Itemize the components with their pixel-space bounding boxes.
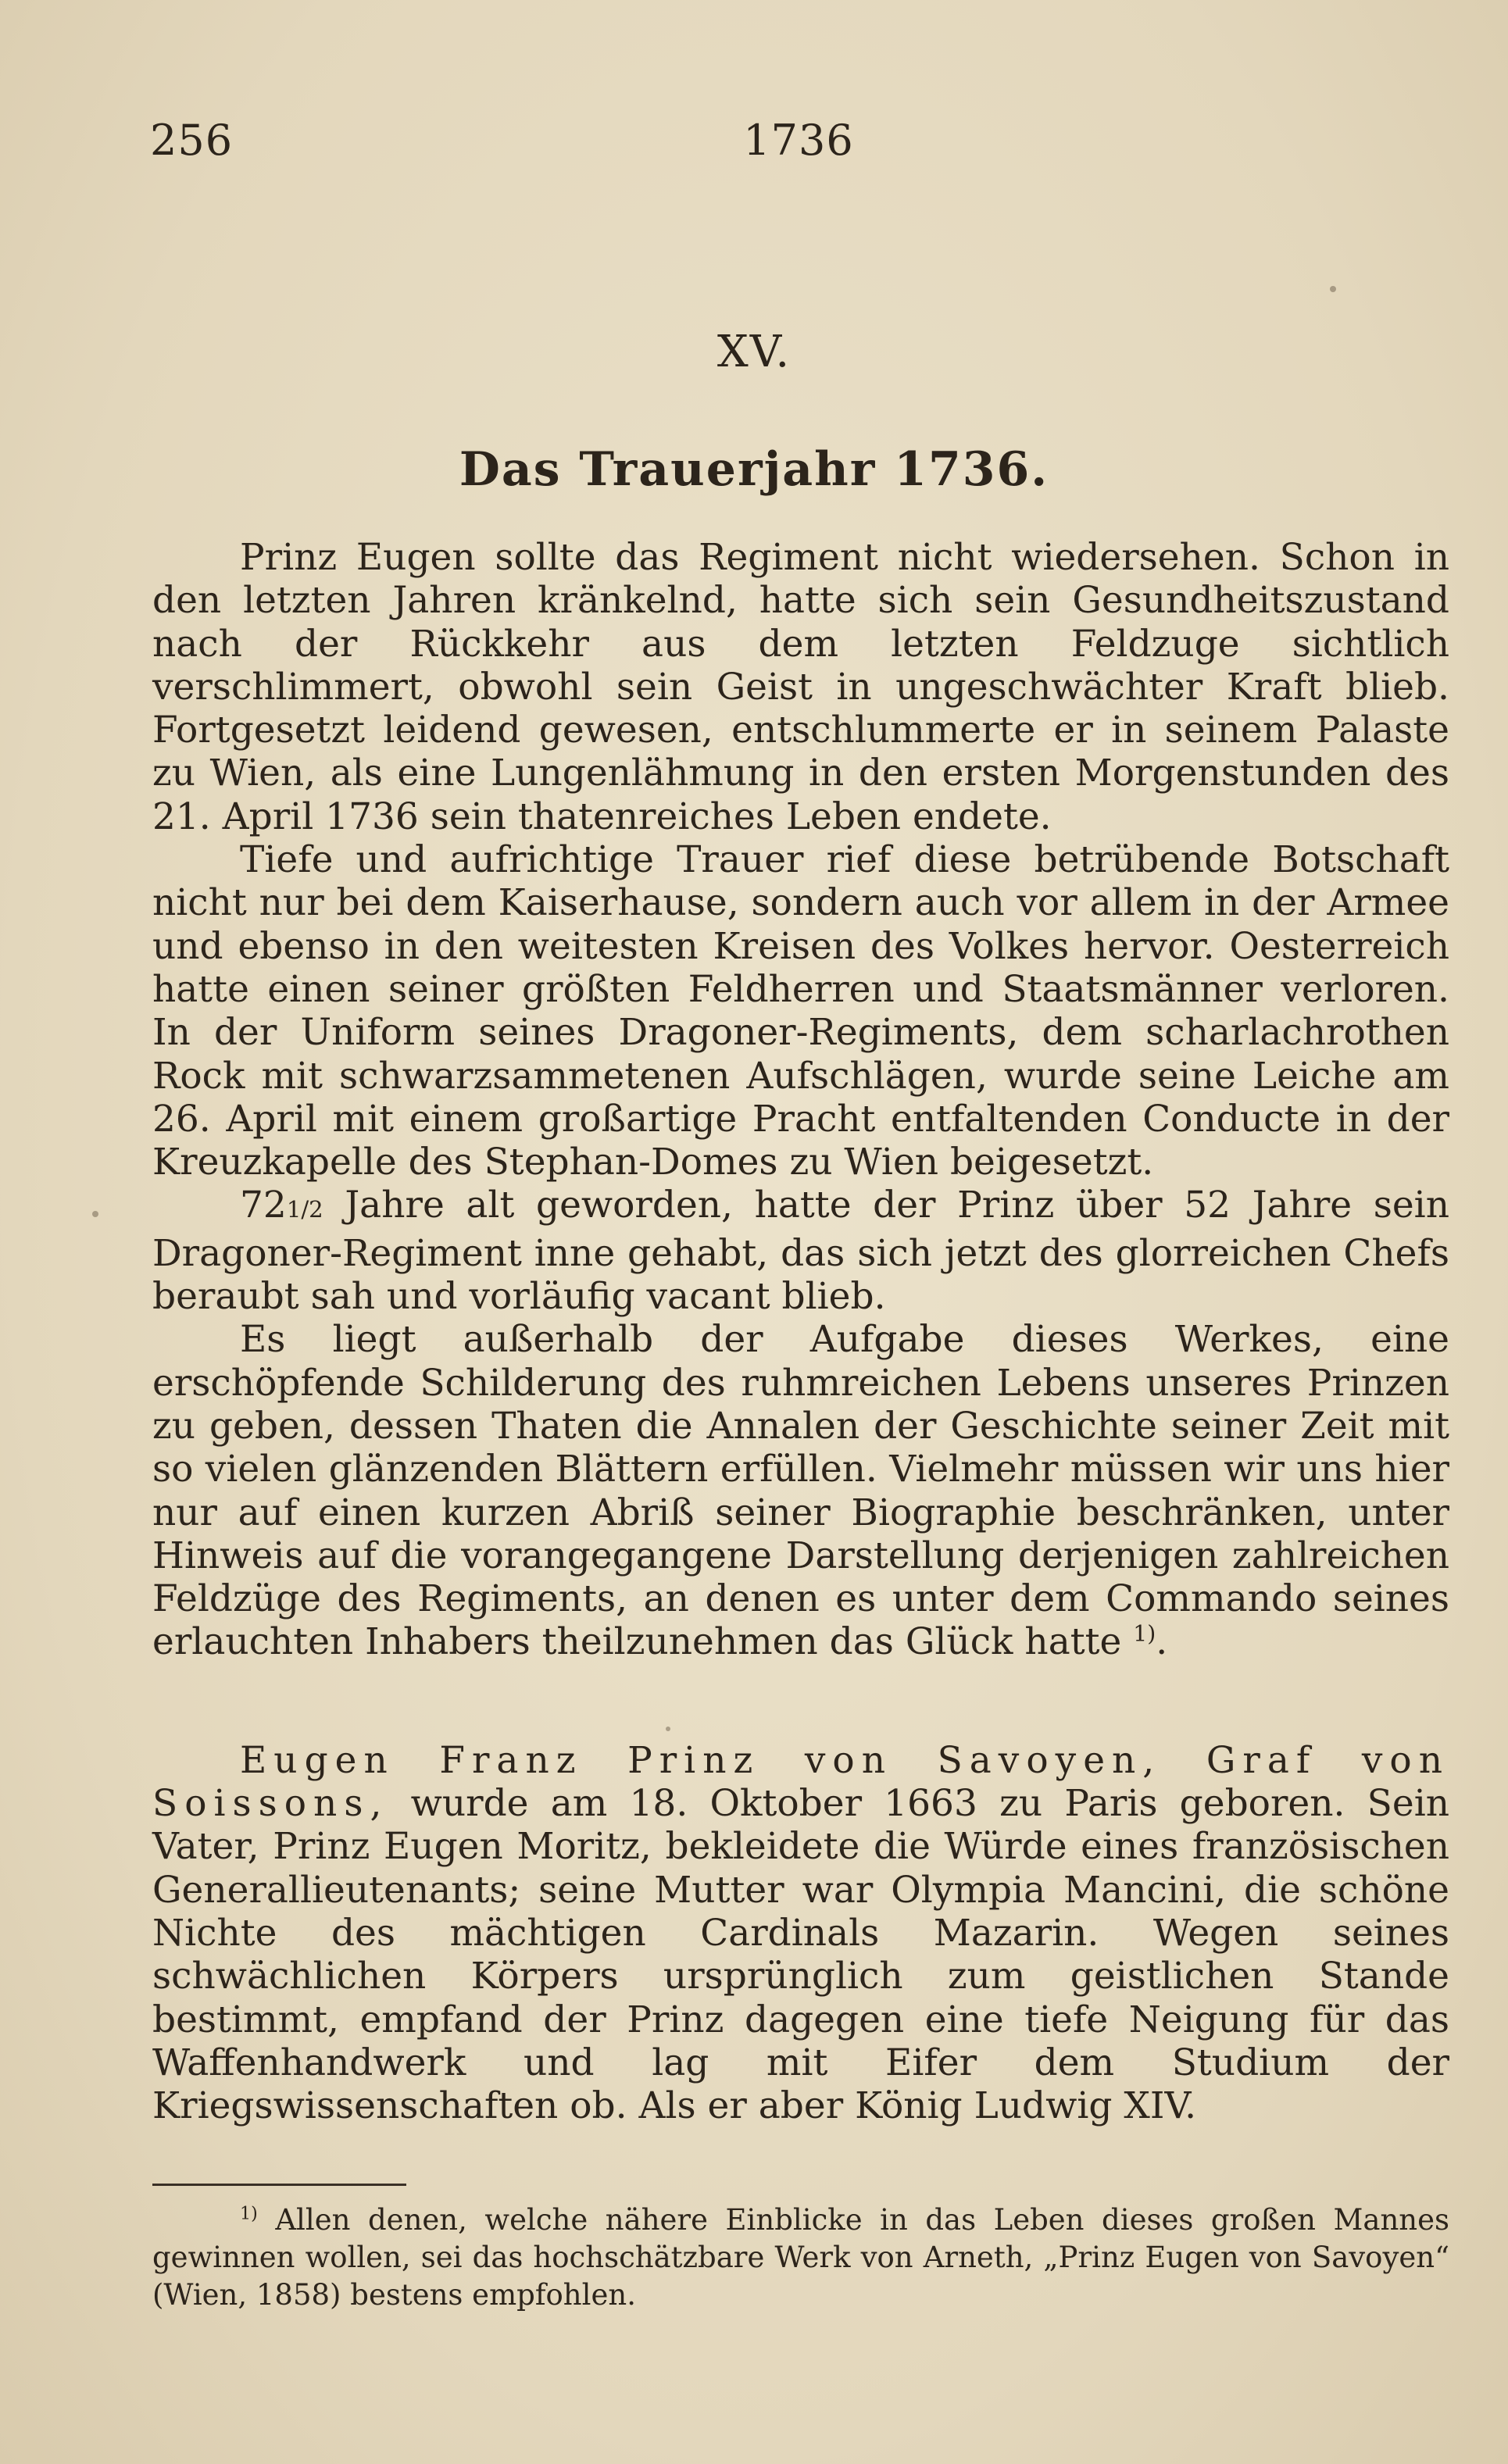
paper-speck <box>666 1727 670 1731</box>
paragraph-4: Es liegt außerhalb der Aufgabe dieses Werkes, eine erschöpfende Schilderung des ruhmreichen Lebens unseres Prinzen zu geben, dessen Thaten die Annalen der Geschichte seiner Zeit mit so vielen glänzenden Blättern erfüllen. Vielmehr müssen wir uns hier nur auf einen kurzen Abriß seiner Biographie beschränken, unter Hinweis auf die vorangegangene Darstellung derjenigen zahlreichen Feldzüge des Regiments, an denen es unter dem Commando seines erlauchten Inhabers theilzunehmen das Glück hatte $^{1)}$. <box>152 1318 1449 1664</box>
paper-speck <box>1330 286 1336 292</box>
footnote-separator <box>152 2184 406 2186</box>
footnote-reference: 1) <box>1133 1620 1156 1647</box>
age-whole: 72 <box>240 1184 287 1227</box>
body-text <box>152 536 1449 2127</box>
chapter-title: Das Trauerjahr 1736. <box>459 442 1049 497</box>
age-fraction: 1/2 <box>286 1196 323 1223</box>
paragraph-3-text: Jahre alt geworden, hatte der Prinz über 52 Jahre sein Dragoner-Regiment inne gehabt, das sich jetzt des glorreichen Chefs beraubt sah und vorläufig vacant blieb. <box>152 1184 1449 1319</box>
chapter-number: XV. <box>716 327 792 377</box>
footnote <box>152 2202 1449 2314</box>
paragraph-5 <box>152 1739 1449 2128</box>
page-header <box>150 116 1447 170</box>
paragraph-3 <box>152 1184 1449 1318</box>
paragraph-4-text: Es liegt außerhalb der Aufgabe dieses Werkes, eine erschöpfende Schilderung des ruhmreichen Lebens unseres Prinzen zu geben, dessen Thaten die Annalen der Geschichte seiner Zeit mit so vielen glänzenden Blättern erfüllen. Vielmehr müssen wir uns hier nur auf einen kurzen Abriß seiner Biographie beschränken, unter Hinweis auf die vorangegangene Darstellung derjenigen zahlreichen Feldzüge des Regiments, an denen es unter dem Commando seines erlauchten Inhabers theilzunehmen das Glück hatte <box>152 1318 1449 1664</box>
running-head: 1736 <box>743 116 854 165</box>
paragraph-5-text: wurde am 18. Oktober 1663 zu Paris geboren. Sein Vater, Prinz Eugen Moritz, bekleidete die Würde eines französischen Generallieutenants; seine Mutter war Olympia Mancini, die schöne Nichte des mächtigen Cardinals Mazarin. Wegen seines schwächlichen Körpers ursprünglich zum geistlichen Stande bestimmt, empfand der Prinz dagegen eine tiefe Neigung für das Waffenhandwerk und lag mit Eifer dem Studium der Kriegswissenschaften ob. Als er aber König Ludwig XIV. <box>152 1782 1449 2128</box>
spaced-name: Eugen Franz Prinz von Savoyen, Graf von Soissons, <box>152 1738 1449 1826</box>
paragraph-1: Prinz Eugen sollte das Regiment nicht wiedersehen. Schon in den letzten Jahren kränkelnd, hatte sich sein Gesundheitszustand nach der Rückkehr aus dem letzten Feldzuge sichtlich verschlimmert, obwohl sein Geist in ungeschwächter Kraft blieb. Fortgesetzt leidend gewesen, entschlummerte er in seinem Palaste zu Wien, als eine Lungenlähmung in den ersten Morgenstunden des 21. April 1736 sein thatenreiches Leben endete. <box>152 536 1449 838</box>
paper-speck <box>92 1211 98 1217</box>
page-number: 256 <box>150 116 234 165</box>
footnote-text: Allen denen, welche nähere Einblicke in das Leben dieses großen Mannes gewinnen wollen, sei das hochschätzbare Werk von Arneth, „Prinz Eugen von Savoyen“ (Wien, 1858) bestens empfohlen. <box>152 2203 1449 2312</box>
paragraph-2: Tiefe und aufrichtige Trauer rief diese betrübende Botschaft nicht nur bei dem Kaiserhause, sondern auch vor allem in der Armee und ebenso in den weitesten Kreisen des Volkes hervor. Oesterreich hatte einen seiner größten Feldherren und Staatsmänner verloren. In der Uniform seines Dragoner-Regiments, dem scharlachrothen Rock mit schwarzsammetenen Aufschlägen, wurde seine Leiche am 26. April mit einem großartige Pracht entfaltenden Conducte in der Kreuzkapelle des Stephan-Domes zu Wien beigesetzt. <box>152 838 1449 1184</box>
footnote-marker: 1) <box>240 2203 258 2224</box>
